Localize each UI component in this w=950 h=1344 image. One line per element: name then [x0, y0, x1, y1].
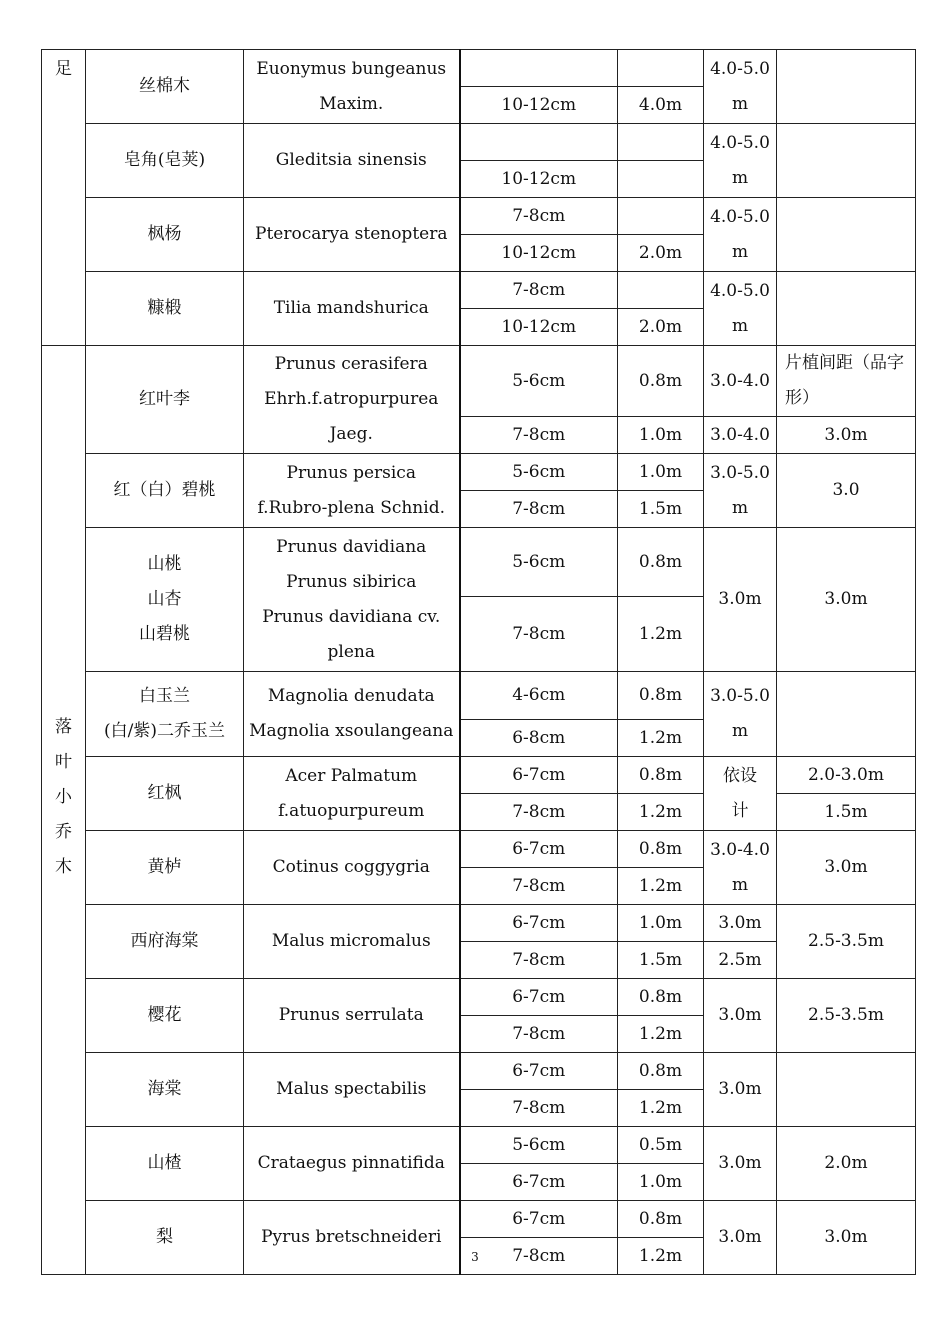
spacing-cell: 3.0m: [704, 905, 777, 942]
table-row: [42, 454, 916, 491]
chinese-name-cell: [86, 979, 244, 1053]
height-cell: 1.2m: [618, 1090, 704, 1127]
trunk-size-cell: 10-12cm: [460, 309, 618, 346]
spacing-value: 3.0m: [718, 589, 762, 609]
height-cell: 1.5m: [618, 942, 704, 979]
spacing-value: 3.0-5.0: [710, 686, 770, 706]
trunk-size-cell: 7-8cm: [460, 942, 618, 979]
category-cell: [42, 346, 86, 1275]
height-cell: 0.8m: [618, 528, 704, 597]
height-cell: 1.2m: [618, 597, 704, 672]
latin-name: Magnolia xsoulangeana: [249, 721, 454, 741]
latin-name-cell: [244, 1053, 460, 1127]
latin-name: Malus micromalus: [271, 931, 431, 951]
latin-name-cell: [244, 831, 460, 905]
latin-name-cell: [244, 979, 460, 1053]
height-cell: 0.8m: [618, 346, 704, 417]
chinese-name-cell: [86, 198, 244, 272]
table-row: [42, 124, 916, 161]
height-cell: 1.2m: [618, 868, 704, 905]
chinese-name: 红枫: [147, 783, 182, 803]
height-cell: 1.2m: [618, 720, 704, 757]
note-cell: [777, 1127, 916, 1201]
spacing-cell: [704, 831, 777, 905]
height-cell: 1.2m: [618, 1238, 704, 1275]
height-cell: 1.0m: [618, 905, 704, 942]
spacing-value: m: [731, 874, 749, 895]
note-cell: 3.0m: [777, 417, 916, 454]
height-cell: [618, 272, 704, 309]
latin-name: Maxim.: [319, 93, 384, 114]
height-cell: [618, 50, 704, 87]
note-value: 3.0: [832, 480, 860, 500]
latin-name: f.Rubro-plena Schnid.: [257, 497, 445, 518]
note-cell: [777, 124, 916, 198]
spacing-value: 4.0-5.0: [710, 132, 770, 153]
latin-name: Acer Palmatum: [285, 765, 418, 786]
table-row: [42, 346, 916, 417]
latin-name: Prunus davidiana cv.: [262, 606, 441, 627]
latin-name: Tilia mandshurica: [273, 298, 429, 318]
spacing-value: m: [731, 497, 749, 518]
spacing-cell: [704, 50, 777, 124]
height-cell: 1.0m: [618, 1164, 704, 1201]
latin-name: Euonymus bungeanus: [256, 58, 447, 79]
height-cell: 0.8m: [618, 1053, 704, 1090]
chinese-name-cell: [86, 1053, 244, 1127]
latin-name: f.atuopurpureum: [278, 800, 425, 821]
latin-name: plena: [327, 641, 375, 662]
note-value: 3.0m: [824, 857, 868, 877]
height-cell: 2.0m: [618, 235, 704, 272]
chinese-name-cell: [86, 905, 244, 979]
note-cell: 1.5m: [777, 794, 916, 831]
category-char: 落: [55, 717, 72, 737]
trunk-size-cell: 7-8cm: [460, 1238, 618, 1275]
plant-spec-table: [41, 49, 916, 1275]
height-cell: 1.2m: [618, 794, 704, 831]
spacing-cell: [704, 672, 777, 757]
spacing-value: 3.0-5.0: [710, 462, 770, 483]
spacing-value: 依设: [723, 765, 757, 786]
spacing-cell: [704, 272, 777, 346]
spacing-cell: 3.0-4.0: [704, 346, 777, 417]
latin-name: Pyrus bretschneideri: [261, 1227, 442, 1247]
spacing-value: 3.0m: [718, 1005, 762, 1025]
latin-name-cell: [244, 50, 460, 124]
spacing-value: m: [731, 241, 749, 262]
chinese-name: (白/紫)二乔玉兰: [104, 721, 225, 741]
latin-name-cell: [244, 672, 460, 757]
note-cell: 2.0-3.0m: [777, 757, 916, 794]
height-cell: 0.8m: [618, 831, 704, 868]
note-cell: [777, 198, 916, 272]
chinese-name: 山杏: [147, 589, 182, 609]
chinese-name: 梨: [156, 1227, 173, 1247]
note-cell: [777, 672, 916, 757]
chinese-name-cell: [86, 1127, 244, 1201]
trunk-size-cell: 6-7cm: [460, 757, 618, 794]
table-row: [42, 905, 916, 942]
latin-name-cell: [244, 272, 460, 346]
note-cell: [777, 905, 916, 979]
chinese-name: 海棠: [147, 1079, 182, 1099]
trunk-size-cell: 6-8cm: [460, 720, 618, 757]
spacing-value: m: [731, 721, 749, 741]
height-cell: [618, 198, 704, 235]
chinese-name: 樱花: [147, 1005, 182, 1025]
spacing-value: m: [731, 167, 749, 188]
chinese-name: 红（白）碧桃: [113, 480, 216, 500]
spacing-value: 4.0-5.0: [710, 58, 770, 79]
trunk-size-cell: 7-8cm: [460, 1090, 618, 1127]
table-row: [42, 50, 916, 87]
latin-name-cell: [244, 757, 460, 831]
spacing-value: 计: [731, 800, 749, 821]
table-row: [42, 831, 916, 868]
latin-name: Prunus cerasifera: [274, 354, 428, 374]
chinese-name: 山楂: [147, 1153, 182, 1173]
height-cell: 1.5m: [618, 491, 704, 528]
trunk-size-cell: 4-6cm: [460, 672, 618, 720]
latin-name-cell: [244, 198, 460, 272]
height-cell: 1.0m: [618, 417, 704, 454]
trunk-size-cell: 7-8cm: [460, 272, 618, 309]
table-row: [42, 1201, 916, 1238]
chinese-name: 西府海棠: [130, 931, 199, 951]
spacing-cell: [704, 124, 777, 198]
table-row: [42, 198, 916, 235]
chinese-name-cell: [86, 50, 244, 124]
spacing-cell: [704, 1127, 777, 1201]
chinese-name: 丝棉木: [139, 76, 190, 96]
height-cell: 0.5m: [618, 1127, 704, 1164]
height-cell: 0.8m: [618, 757, 704, 794]
spacing-value: 3.0m: [718, 1079, 762, 1099]
spacing-cell: 3.0-4.0: [704, 417, 777, 454]
latin-name: Malus spectabilis: [276, 1079, 427, 1099]
note-cell: [777, 979, 916, 1053]
category-char: 乔: [55, 822, 72, 842]
note-cell: [777, 831, 916, 905]
height-cell: 0.8m: [618, 1201, 704, 1238]
note-value: 2.5-3.5m: [808, 931, 884, 951]
spacing-cell: [704, 528, 777, 672]
note-cell: 片植间距（品字形）: [777, 346, 916, 417]
latin-name-cell: [244, 528, 460, 672]
note-cell: [777, 272, 916, 346]
category-cell: [42, 50, 86, 346]
chinese-name: 山碧桃: [139, 624, 190, 644]
category-char: 叶: [55, 752, 72, 772]
trunk-size-cell: 10-12cm: [460, 161, 618, 198]
latin-name-cell: [244, 454, 460, 528]
table-row: [42, 1053, 916, 1090]
spacing-value: 3.0-4.0: [710, 839, 770, 860]
latin-name: Pterocarya stenoptera: [255, 224, 448, 244]
latin-name: Prunus persica: [286, 462, 416, 483]
note-value: 2.0m: [824, 1153, 868, 1173]
note-value: 2.5-3.5m: [808, 1005, 884, 1025]
chinese-name: 枫杨: [147, 224, 182, 244]
table-row: [42, 672, 916, 720]
note-value: 3.0m: [824, 589, 868, 609]
chinese-name: 白玉兰: [139, 686, 190, 706]
category-char: 木: [55, 857, 72, 877]
trunk-size-cell: 7-8cm: [460, 198, 618, 235]
category-char: 小: [55, 787, 72, 807]
trunk-size-cell: 5-6cm: [460, 1127, 618, 1164]
note-cell: [777, 528, 916, 672]
latin-name: Crataegus pinnatifida: [257, 1153, 445, 1173]
trunk-size-cell: 10-12cm: [460, 235, 618, 272]
trunk-size-cell: 10-12cm: [460, 87, 618, 124]
chinese-name: 山桃: [147, 554, 182, 574]
height-cell: 4.0m: [618, 87, 704, 124]
trunk-size-cell: 6-7cm: [460, 979, 618, 1016]
trunk-size-cell: 6-7cm: [460, 905, 618, 942]
chinese-name-cell: [86, 528, 244, 672]
table-row: [42, 757, 916, 794]
trunk-size-cell: 7-8cm: [460, 1016, 618, 1053]
trunk-size-cell: 7-8cm: [460, 597, 618, 672]
chinese-name-cell: [86, 831, 244, 905]
latin-name: Ehrh.f.atropurpurea Jaeg.: [264, 389, 439, 444]
chinese-name-cell: [86, 454, 244, 528]
latin-name: Prunus sibirica: [286, 571, 417, 592]
latin-name-cell: [244, 905, 460, 979]
latin-name-cell: [244, 346, 460, 454]
spacing-cell: [704, 1053, 777, 1127]
trunk-size-cell: 5-6cm: [460, 346, 618, 417]
spacing-cell: [704, 198, 777, 272]
trunk-size-cell: 6-7cm: [460, 1164, 618, 1201]
spacing-cell: [704, 979, 777, 1053]
chinese-name-cell: [86, 346, 244, 454]
chinese-name: 皂角(皂荚): [123, 150, 206, 170]
table-row: [42, 528, 916, 597]
trunk-size-cell: 7-8cm: [460, 868, 618, 905]
height-cell: 1.0m: [618, 454, 704, 491]
trunk-size-cell: [460, 124, 618, 161]
latin-name: Cotinus coggygria: [272, 857, 430, 877]
spacing-cell: [704, 454, 777, 528]
category-label: 足: [55, 59, 72, 79]
latin-name-cell: [244, 1127, 460, 1201]
spacing-value: m: [731, 93, 749, 114]
note-cell: [777, 454, 916, 528]
height-cell: 0.8m: [618, 979, 704, 1016]
table-row: [42, 1127, 916, 1164]
trunk-size-cell: 5-6cm: [460, 528, 618, 597]
spacing-value: 4.0-5.0: [710, 280, 770, 301]
spacing-value: 4.0-5.0: [710, 206, 770, 227]
spacing-value: 3.0m: [718, 1153, 762, 1173]
trunk-size-cell: [460, 50, 618, 87]
page-number: 3: [471, 1250, 479, 1264]
trunk-size-cell: 7-8cm: [460, 491, 618, 528]
chinese-name: 红叶李: [139, 389, 190, 409]
latin-name: Magnolia denudata: [267, 686, 435, 706]
height-cell: 2.0m: [618, 309, 704, 346]
chinese-name-cell: [86, 672, 244, 757]
height-cell: [618, 124, 704, 161]
latin-name: Gleditsia sinensis: [275, 150, 427, 170]
latin-name: Prunus serrulata: [278, 1005, 424, 1025]
chinese-name: 黄栌: [147, 857, 182, 877]
spacing-value: 3.0m: [718, 1227, 762, 1247]
latin-name-cell: [244, 124, 460, 198]
trunk-size-cell: 7-8cm: [460, 794, 618, 831]
height-cell: 0.8m: [618, 672, 704, 720]
table-row: [42, 979, 916, 1016]
chinese-name-cell: [86, 124, 244, 198]
spacing-cell: 2.5m: [704, 942, 777, 979]
note-cell: [777, 1053, 916, 1127]
latin-name: Prunus davidiana: [276, 536, 427, 557]
trunk-size-cell: 5-6cm: [460, 454, 618, 491]
chinese-name: 糠椴: [147, 298, 182, 318]
chinese-name-cell: [86, 757, 244, 831]
note-cell: [777, 50, 916, 124]
trunk-size-cell: 6-7cm: [460, 831, 618, 868]
trunk-size-cell: 6-7cm: [460, 1201, 618, 1238]
table-row: [42, 272, 916, 309]
height-cell: 1.2m: [618, 1016, 704, 1053]
spacing-value: m: [731, 315, 749, 336]
height-cell: [618, 161, 704, 198]
trunk-size-cell: 7-8cm: [460, 417, 618, 454]
spacing-cell: [704, 757, 777, 831]
note-value: 3.0m: [824, 1227, 868, 1247]
trunk-size-cell: 6-7cm: [460, 1053, 618, 1090]
chinese-name-cell: [86, 272, 244, 346]
